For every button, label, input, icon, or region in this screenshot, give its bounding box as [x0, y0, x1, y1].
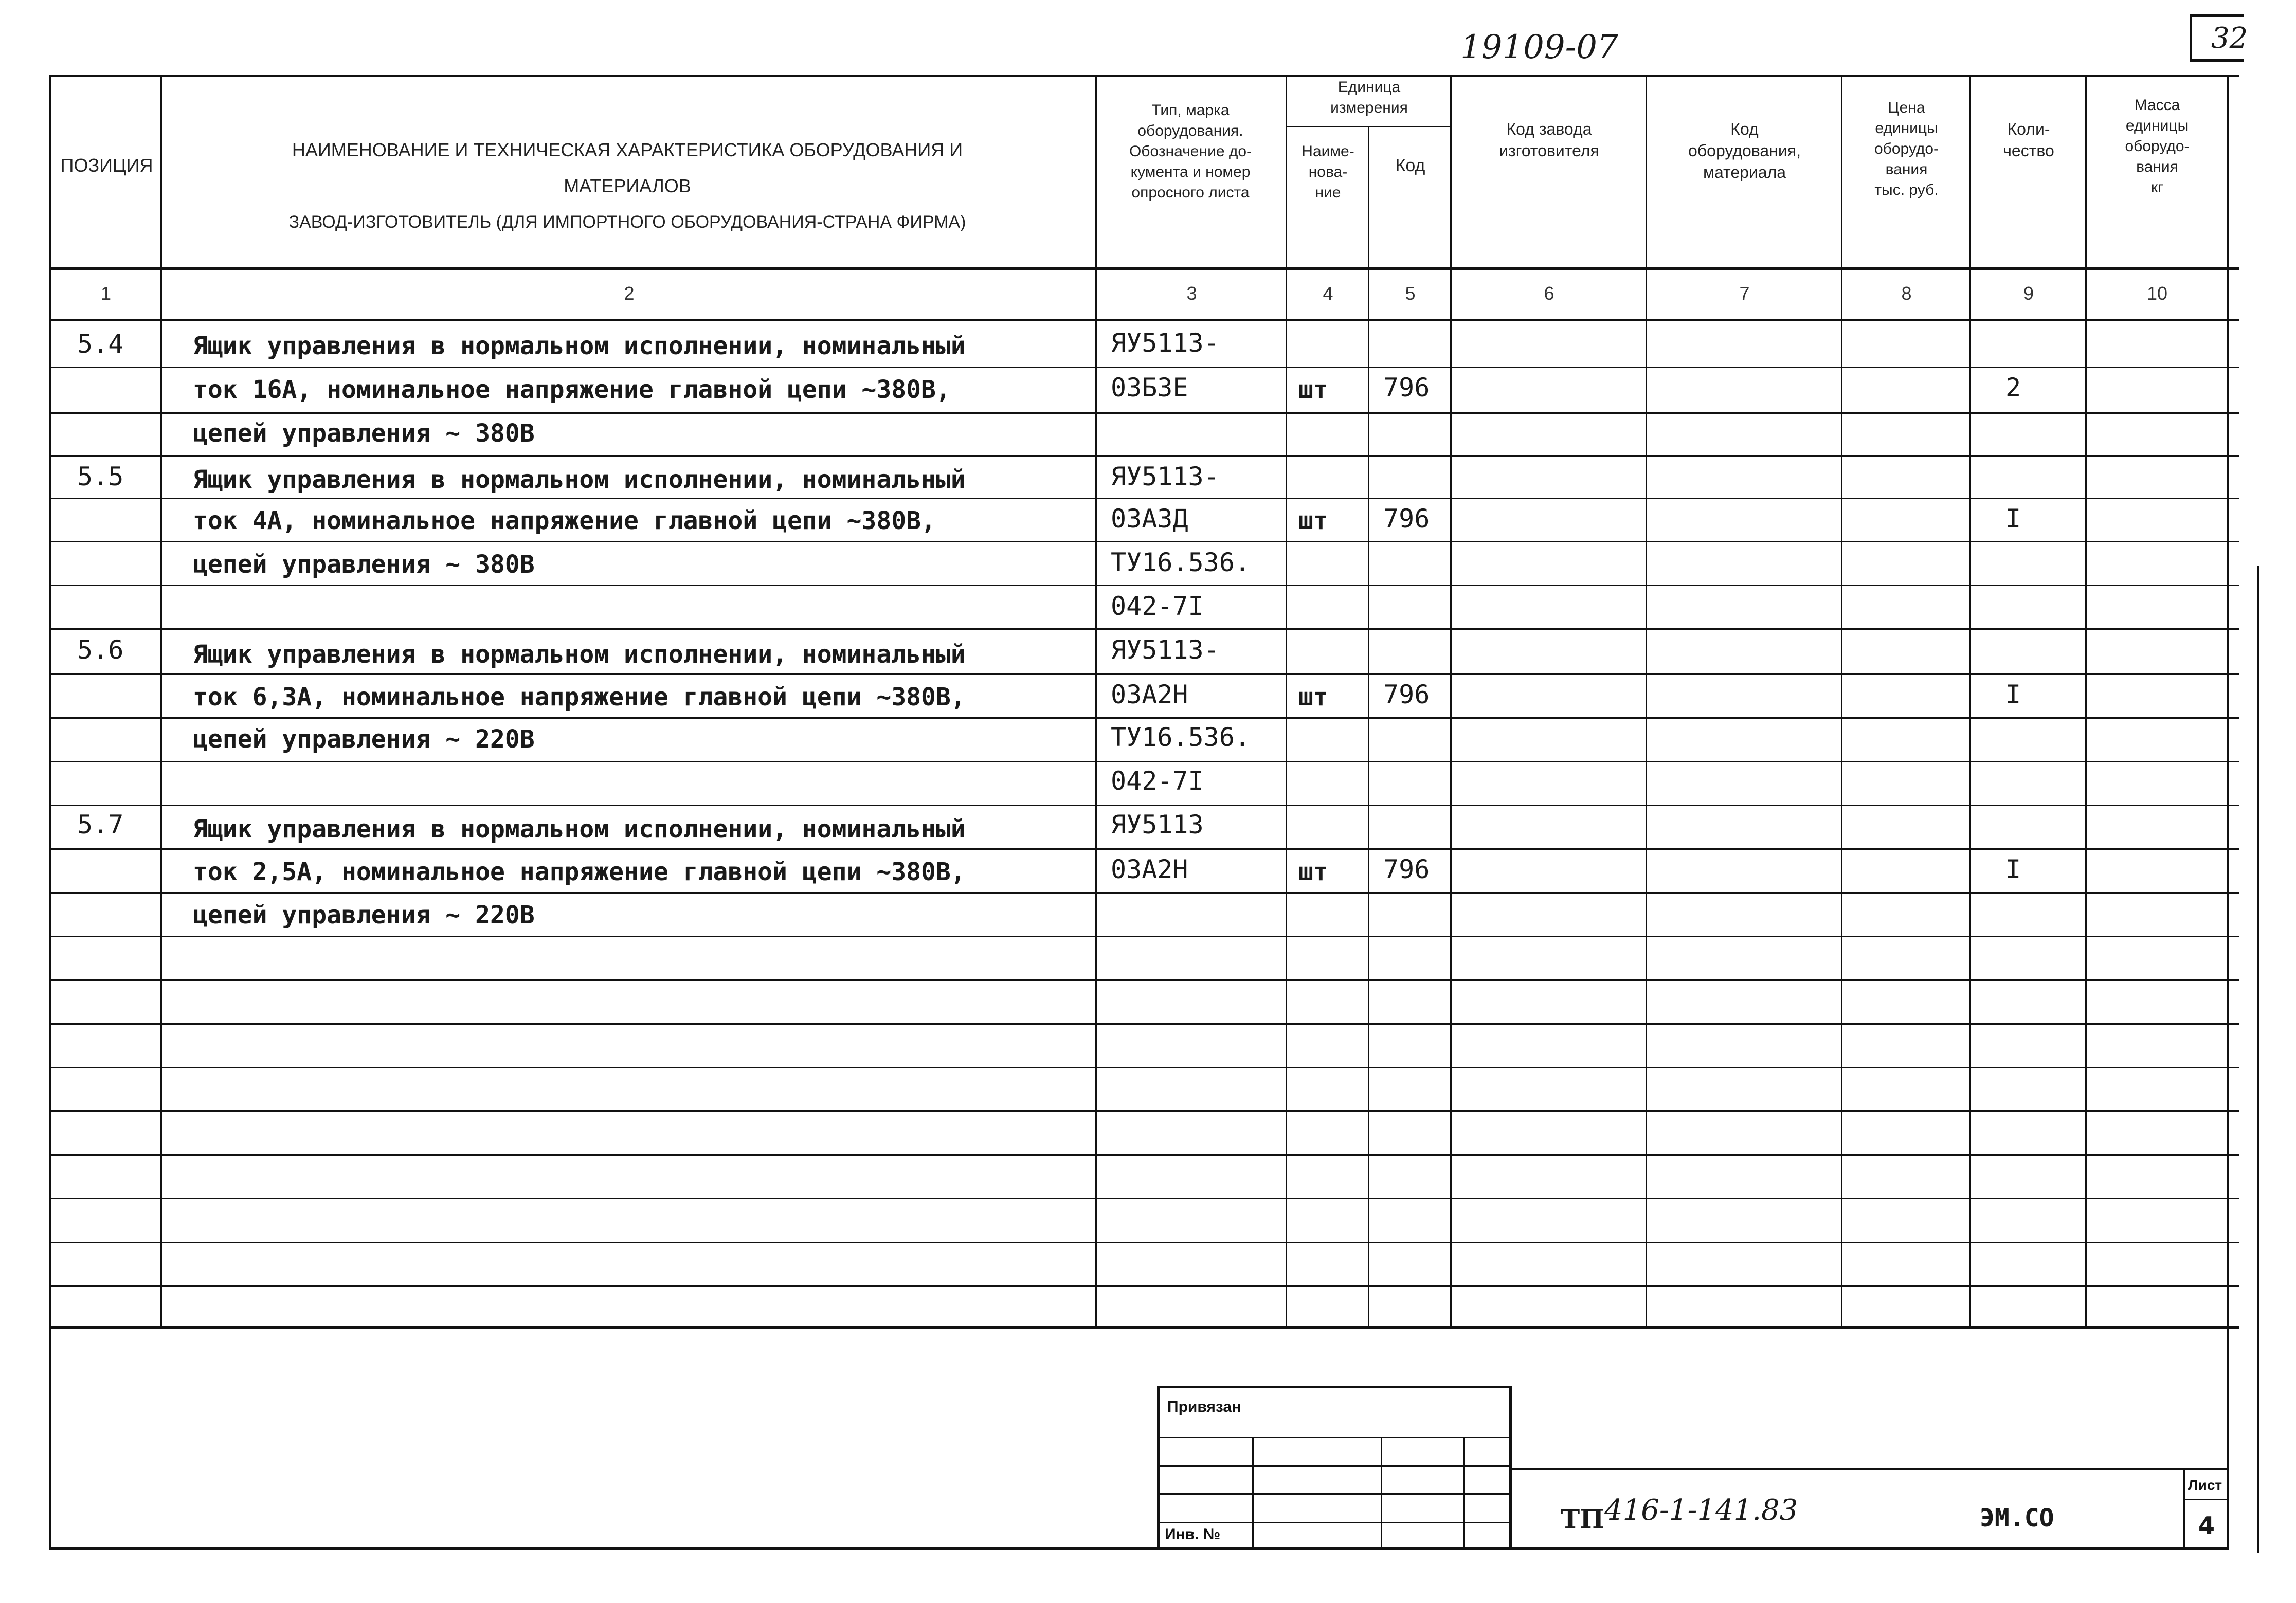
- colnum-7: 7: [1739, 283, 1750, 304]
- row-position: 5.7: [77, 810, 124, 840]
- row-type: 042-7I: [1111, 766, 1204, 796]
- header-type: Тип, марка оборудования. Обозначение до- кумента и номер опросного листа: [1129, 102, 1252, 201]
- title-block-top-line: [1512, 1468, 2229, 1470]
- colnum-4: 4: [1323, 283, 1333, 304]
- row-unit: шт: [1298, 506, 1328, 535]
- row-name: ток 6,3А, номинальное напряжение главной цепи ~380В,: [193, 683, 966, 712]
- row-unit: шт: [1298, 375, 1328, 404]
- row-unit: шт: [1298, 858, 1328, 886]
- colnum-8: 8: [1901, 283, 1912, 304]
- row-unit-code: 796: [1383, 680, 1430, 709]
- right-border: [2227, 75, 2229, 1550]
- sheet-number: 4: [2198, 1511, 2215, 1539]
- header-name-line3: ЗАВОД-ИЗГОТОВИТЕЛЬ (ДЛЯ ИМПОРТНОГО ОБОРУДОВАНИЯ-СТРАНА ФИРМА): [288, 212, 966, 232]
- row-type: ЯУ5113-: [1111, 328, 1219, 358]
- row-type: ЯУ5113-: [1111, 462, 1219, 491]
- header-mass: Масса единицы оборудо- вания кг: [2125, 97, 2190, 196]
- inventory-number-label: Инв. №: [1165, 1526, 1221, 1543]
- header-quantity: Коли- чество: [2003, 120, 2054, 160]
- project-code: 416-1-141.83: [1604, 1493, 1798, 1527]
- header-factory-code: Код завода изготовителя: [1499, 120, 1599, 160]
- header-unit-code: Код: [1395, 156, 1425, 175]
- row-name: ток 16А, номинальное напряжение главной цепи ~380В,: [193, 375, 951, 404]
- row-name: Ящик управления в нормальном исполнении, номинальный: [193, 640, 966, 669]
- row-type: 03А3Д: [1111, 504, 1188, 534]
- row-name: ток 2,5А, номинальное напряжение главной цепи ~380В,: [193, 858, 966, 886]
- row-unit-code: 796: [1383, 854, 1430, 884]
- row-type: ЯУ5113: [1111, 810, 1204, 840]
- document-code: 19109-07: [1460, 28, 1618, 66]
- row-quantity: I: [2005, 680, 2021, 709]
- colnum-6: 6: [1544, 283, 1554, 304]
- row-unit-code: 796: [1383, 504, 1430, 534]
- colnum-10: 10: [2146, 283, 2168, 304]
- header-position: ПОЗИЦИЯ: [60, 155, 153, 176]
- row-type: ТУ16.536.: [1111, 722, 1250, 752]
- header-unit-name: Наиме- нова- ние: [1301, 143, 1354, 201]
- row-name: цепей управления ~ 380В: [193, 419, 535, 448]
- row-name: Ящик управления в нормальном исполнении, номинальный: [193, 815, 966, 844]
- row-unit-code: 796: [1383, 373, 1430, 403]
- row-position: 5.4: [77, 329, 124, 359]
- row-position: 5.6: [77, 635, 124, 665]
- row-position: 5.5: [77, 462, 124, 491]
- row-name: цепей управления ~ 220В: [193, 725, 535, 754]
- colnum-5: 5: [1405, 283, 1416, 304]
- sheet-corner-number: 32: [2211, 22, 2248, 55]
- row-type: 03Б3Е: [1111, 373, 1188, 403]
- table-bottom-line: [49, 1326, 2239, 1329]
- header-price: Цена единицы оборудо- вания тыс. руб.: [1874, 99, 1939, 198]
- sheet-bottom-line: [49, 1547, 2229, 1550]
- header-bottom-line: [49, 267, 2239, 270]
- header-name-line1: НАИМЕНОВАНИЕ И ТЕХНИЧЕСКАЯ ХАРАКТЕРИСТИКА ОБОРУДОВАНИЯ И: [292, 139, 963, 160]
- row-name: Ящик управления в нормальном исполнении, номинальный: [193, 332, 966, 360]
- colnum-1: 1: [100, 283, 112, 304]
- outer-margin-line: [2257, 566, 2259, 1553]
- row-type: ЯУ5113-: [1111, 635, 1219, 665]
- row-type: 03А2Н: [1111, 854, 1188, 884]
- row-unit: шт: [1298, 683, 1328, 712]
- row-type: 03А2Н: [1111, 680, 1188, 709]
- binding-stamp-label: Привязан: [1167, 1398, 1241, 1415]
- row-quantity: 2: [2005, 373, 2021, 403]
- project-code-prefix: ТП: [1561, 1504, 1604, 1534]
- row-quantity: I: [2005, 504, 2021, 534]
- row-name: ток 4А, номинальное напряжение главной цепи ~380В,: [193, 506, 936, 535]
- table-top-line: [49, 75, 2239, 77]
- row-name: цепей управления ~ 380В: [193, 550, 535, 579]
- section-code: ЭМ.СО: [1980, 1504, 2054, 1533]
- header-name-line2: МАТЕРИАЛОВ: [564, 175, 691, 196]
- row-name: цепей управления ~ 220В: [193, 901, 535, 930]
- header-unit: Единица измерения: [1330, 79, 1408, 116]
- row-name: Ящик управления в нормальном исполнении, номинальный: [193, 465, 966, 494]
- row-quantity: I: [2005, 854, 2021, 884]
- colnum-3: 3: [1186, 283, 1197, 304]
- header-equipment-code: Код оборудования, материала: [1688, 120, 1801, 181]
- row-type: 042-7I: [1111, 591, 1204, 621]
- sheet-label: Лист: [2188, 1477, 2222, 1493]
- colnum-2: 2: [624, 283, 635, 304]
- colnum-9: 9: [2023, 283, 2034, 304]
- row-type: ТУ16.536.: [1111, 548, 1250, 577]
- colnum-bottom-line: [49, 319, 2239, 321]
